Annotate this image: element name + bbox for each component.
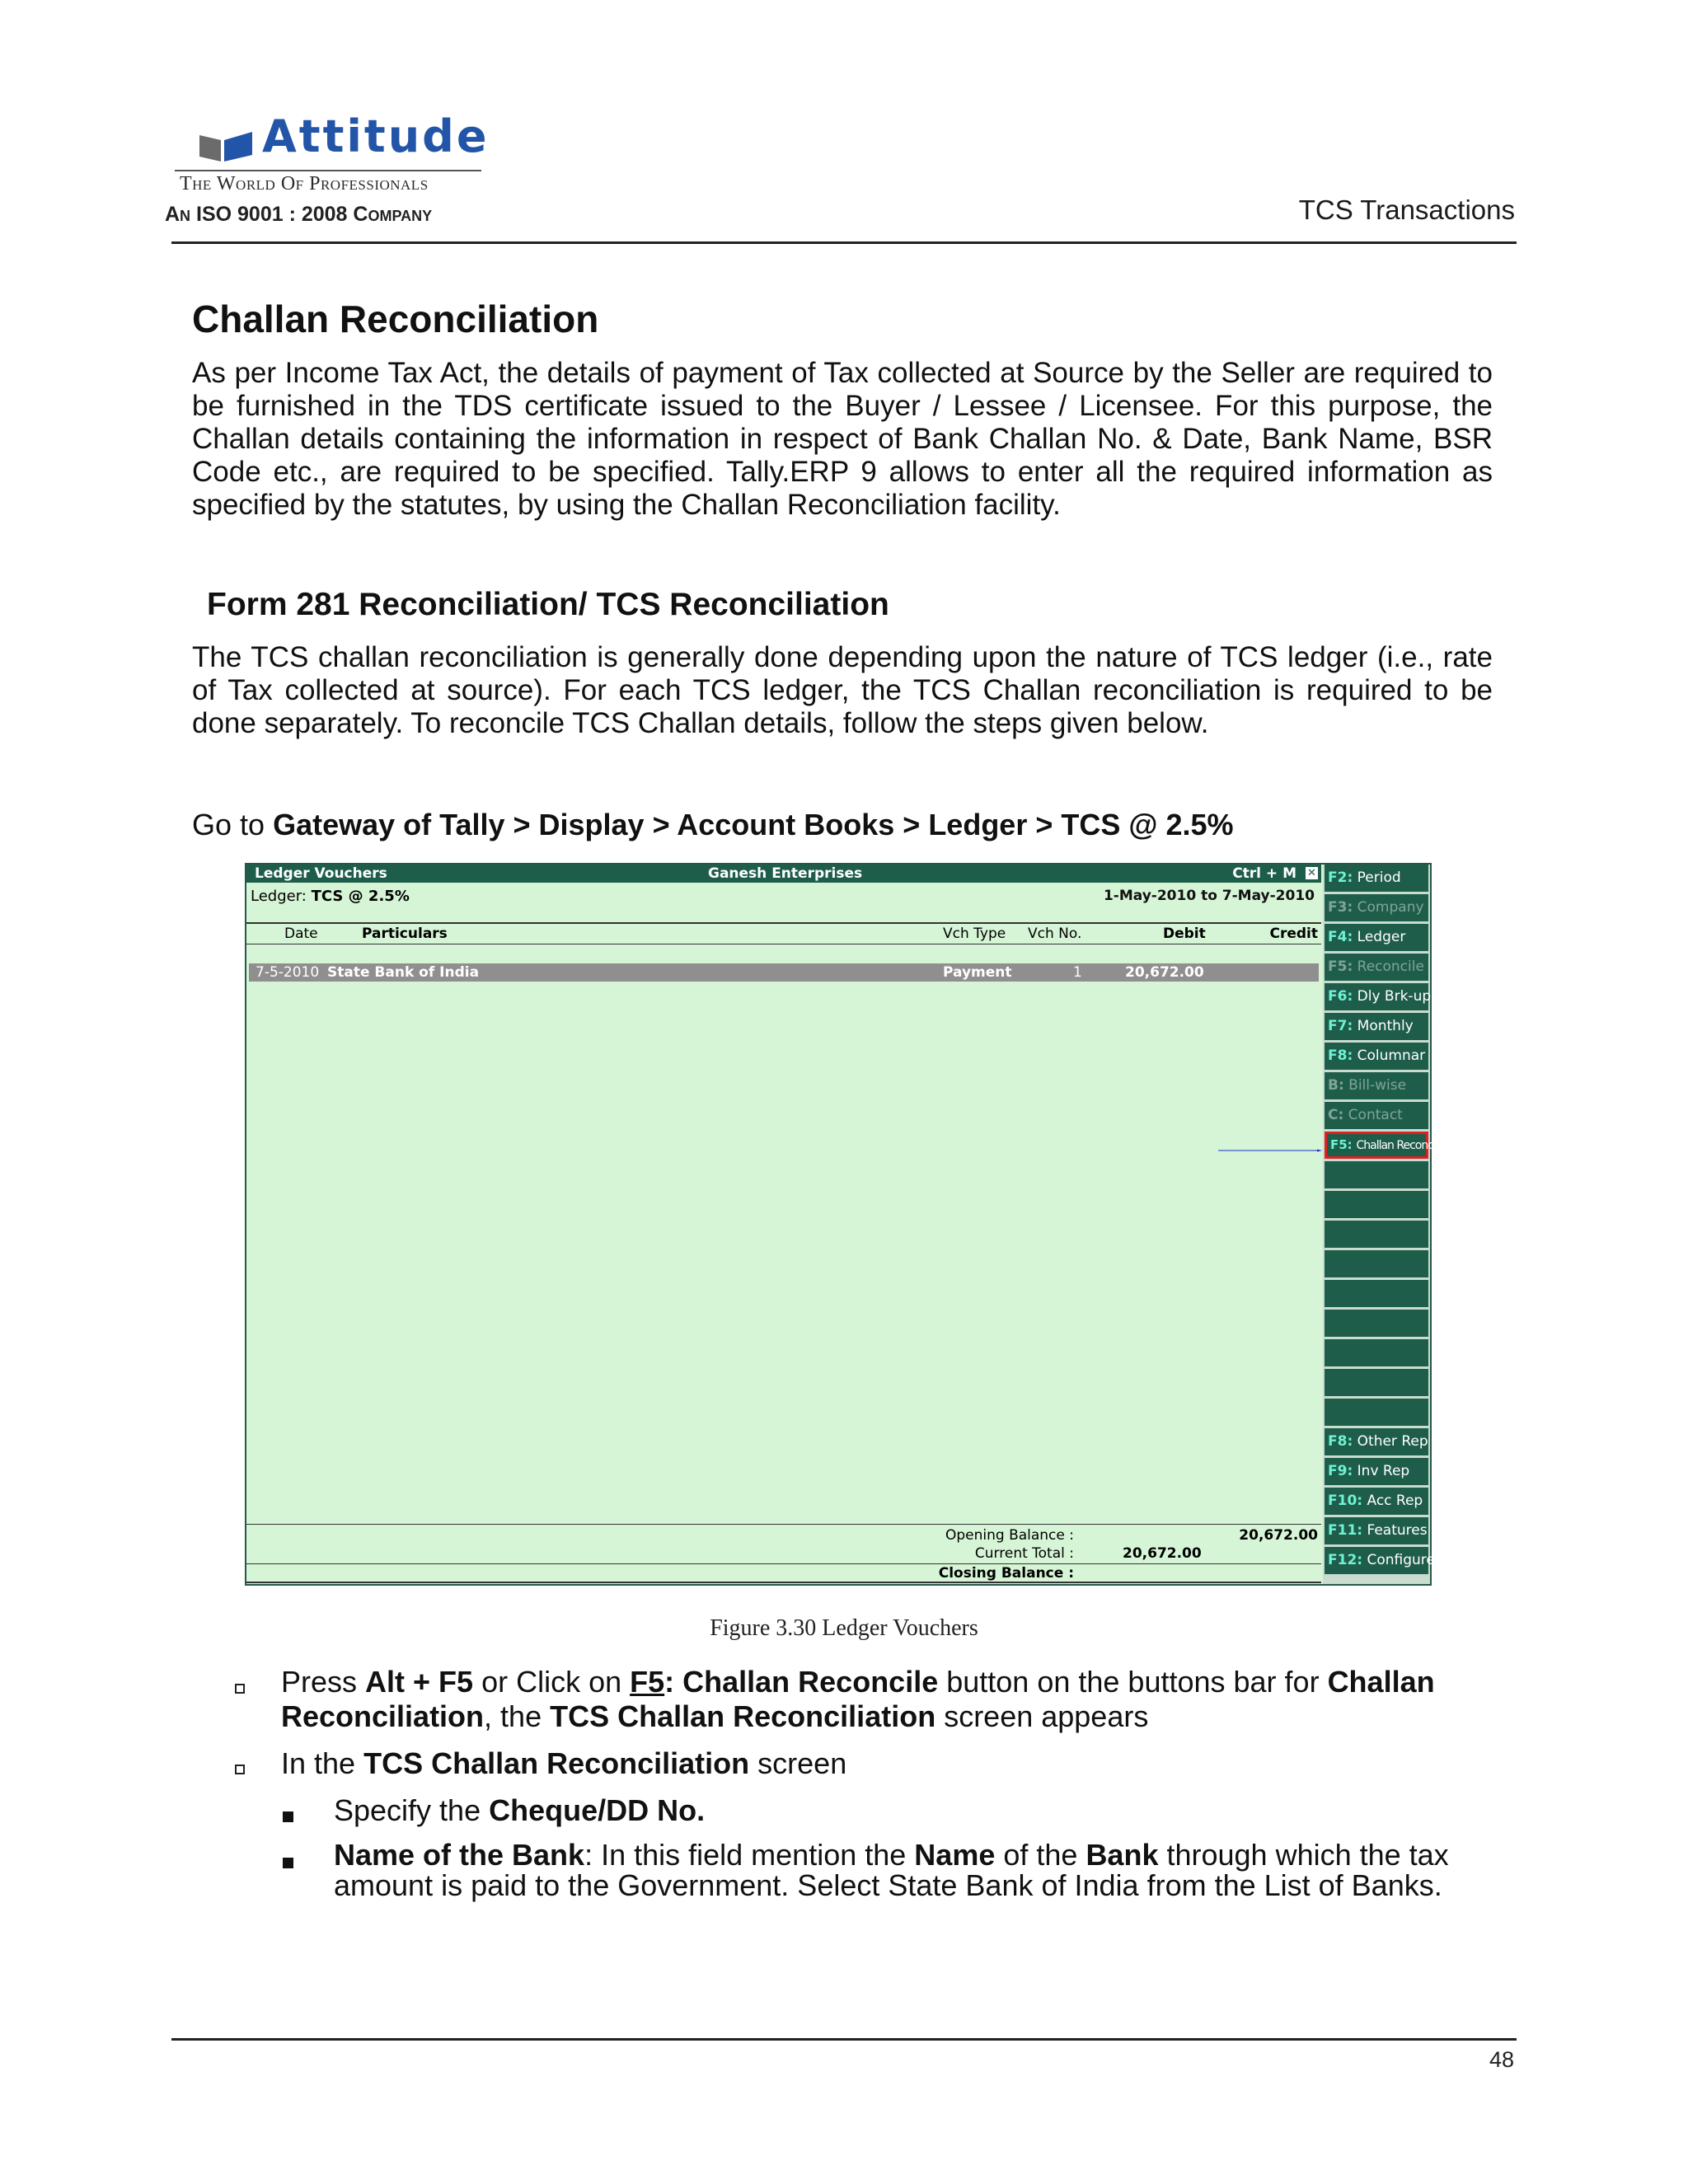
blank-button (1325, 1250, 1428, 1277)
bullet-square-icon (235, 1684, 245, 1694)
f4-ledger-button[interactable] (1325, 924, 1428, 951)
step-text: In the (281, 1746, 364, 1780)
key-label: F8: (1328, 1047, 1353, 1064)
button-label: Configure (1367, 1552, 1435, 1568)
blank-button (1325, 1310, 1428, 1337)
table-row[interactable] (249, 963, 1319, 982)
col-debit: Debit (1163, 926, 1206, 942)
blank-button (1325, 1221, 1428, 1248)
key-label: F5: (1330, 1137, 1353, 1152)
opening-balance-value: 20,672.00 (1239, 1527, 1318, 1544)
closing-rule (246, 1563, 1321, 1564)
key-label: F4: (1328, 929, 1353, 945)
figure-caption: Figure 3.30 Ledger Vouchers (710, 1615, 978, 1641)
f5-reconcile-button[interactable] (1325, 954, 1428, 981)
step-bold: Cheque/DD No. (489, 1793, 706, 1827)
screen-title: Ledger Vouchers (255, 865, 387, 882)
button-label: Reconcile (1357, 958, 1424, 975)
step-text: screen appears (935, 1699, 1149, 1733)
path-prefix: Go to (192, 808, 274, 841)
current-total-value: 20,672.00 (1123, 1545, 1202, 1562)
step-bold: Alt + F5 (365, 1665, 474, 1699)
f8-other-rep-button[interactable] (1325, 1428, 1428, 1455)
navigation-path (192, 808, 1234, 842)
key-label: F7: (1328, 1018, 1353, 1034)
footer-rule (171, 2038, 1517, 2041)
key-label: F2: (1328, 869, 1353, 886)
blank-button (1325, 1161, 1428, 1188)
callout-arrow-icon (1218, 1146, 1322, 1155)
ledger-line (251, 888, 410, 905)
key-label: F5: (1328, 958, 1353, 975)
f5-challan-reconcile-button[interactable] (1325, 1132, 1445, 1159)
tally-title-bar (246, 865, 1321, 883)
bullet-filled-icon (283, 1811, 293, 1822)
logo-iso: An ISO 9001 : 2008 Company (165, 203, 433, 226)
key-label: F9: (1328, 1463, 1353, 1479)
col-particulars: Particulars (362, 926, 448, 942)
step-cheque (334, 1793, 1496, 1828)
button-label: Inv Rep (1357, 1463, 1410, 1479)
logo-tagline: The World Of Professionals (180, 173, 429, 194)
step-bold: : Challan Reconcile (664, 1665, 939, 1699)
blank-button (1325, 1369, 1428, 1396)
button-bar (1323, 865, 1445, 1584)
col-credit: Credit (1269, 926, 1318, 942)
button-label: Features (1367, 1522, 1428, 1539)
b-bill-wise-button[interactable] (1325, 1072, 1428, 1099)
step-bold: Challan Reconciliation (281, 1665, 1435, 1733)
f8-columnar-button[interactable] (1325, 1043, 1428, 1070)
page-title: Challan Reconciliation (192, 298, 599, 340)
logo-wordmark: Attitude (262, 110, 490, 162)
key-label: F12: (1328, 1552, 1363, 1568)
step-text: or Click on (473, 1665, 631, 1699)
step-bank-name (334, 1840, 1496, 1900)
c-contact-button[interactable] (1325, 1102, 1428, 1129)
step-text: Press (281, 1665, 366, 1699)
step-text: button on the buttons bar for (938, 1665, 1328, 1699)
key-label: F6: (1328, 988, 1353, 1005)
bullet-filled-icon (283, 1858, 293, 1868)
button-label: Dly Brk-up (1357, 988, 1432, 1005)
row-particulars: State Bank of India (327, 964, 480, 981)
bottom-rule (246, 1582, 1321, 1583)
button-label: Ledger (1357, 929, 1406, 945)
button-label: Challan Reconcile (1356, 1139, 1445, 1152)
row-debit: 20,672.00 (1125, 964, 1204, 981)
step-bold: F5 (630, 1665, 665, 1699)
row-vch-no: 1 (1073, 964, 1082, 981)
logo-divider (175, 170, 481, 171)
book-logo-icon (199, 129, 257, 162)
step-bold: TCS Challan Reconciliation (363, 1746, 750, 1780)
section-title: TCS Transactions (1298, 194, 1515, 225)
step-bold: Bank (1085, 1838, 1159, 1872)
button-label: Other Rep (1357, 1433, 1428, 1450)
blank-button (1325, 1280, 1428, 1307)
column-header-rule (246, 922, 1321, 924)
step-text: of the (995, 1838, 1086, 1872)
close-icon[interactable]: ✕ (1306, 867, 1318, 879)
ledger-name: TCS @ 2.5% (311, 888, 410, 905)
subheading: Form 281 Reconciliation/ TCS Reconciliation (207, 587, 889, 622)
f9-inv-rep-button[interactable] (1325, 1458, 1428, 1485)
f10-acc-rep-button[interactable] (1325, 1488, 1428, 1515)
current-total-label: Current Total : (974, 1545, 1074, 1562)
key-label: F11: (1328, 1522, 1363, 1539)
col-vch-no: Vch No. (1028, 926, 1082, 942)
f7-monthly-button[interactable] (1325, 1013, 1428, 1040)
intro-paragraph: As per Income Tax Act, the details of payment of Tax collected at Source by the Seller are required to be furnished in the TDS certificate issued to the Buyer / Lessee / Licensee. For this purpose, the Challan details containing the information in respect of Bank Challan No. & Date, Bank Name, BSR Code etc., are required to be specified. Tally.ERP 9 allows to enter all the required information as specified by the statutes, by using the Challan Reconciliation facility. (192, 357, 1493, 521)
step-text: through which the tax amount is paid to the Government. Select State Bank of India from the List of Banks. (334, 1838, 1449, 1902)
path-bold: Gateway of Tally > Display > Account Books > Ledger > TCS @ 2.5% (273, 808, 1234, 841)
period-range: 1-May-2010 to 7-May-2010 (1103, 888, 1315, 904)
button-label: Bill-wise (1348, 1077, 1407, 1094)
col-date: Date (284, 926, 318, 942)
page-number: 48 (1489, 2047, 1514, 2072)
row-vch-type: Payment (943, 964, 1012, 981)
blank-button (1325, 1399, 1428, 1426)
step-tcs-screen (281, 1746, 1493, 1781)
key-label: B: (1328, 1077, 1344, 1094)
f3-company-button[interactable] (1325, 894, 1428, 921)
step-bold: Name of the Bank (334, 1838, 585, 1872)
step-bold: TCS Challan Reconciliation (550, 1699, 936, 1733)
company-name: Ganesh Enterprises (708, 865, 863, 882)
button-label: Contact (1348, 1107, 1403, 1123)
f6-daily-breakup-button[interactable] (1325, 983, 1432, 1010)
key-label: F3: (1328, 899, 1353, 916)
step-alt-f5 (281, 1665, 1493, 1734)
step-text: screen (749, 1746, 847, 1780)
button-label: Monthly (1357, 1018, 1414, 1034)
row-date: 7-5-2010 (256, 964, 320, 981)
opening-balance-label: Opening Balance : (945, 1527, 1074, 1544)
key-label: F10: (1328, 1493, 1363, 1509)
closing-balance-label: Closing Balance : (938, 1565, 1074, 1582)
f12-configure-button[interactable] (1325, 1547, 1435, 1574)
footer-rule (246, 1524, 1321, 1525)
key-label: C: (1328, 1107, 1344, 1123)
button-label: Acc Rep (1367, 1493, 1423, 1509)
button-label: Columnar (1357, 1047, 1426, 1064)
ledger-label: Ledger: (251, 888, 307, 905)
sub-paragraph: The TCS challan reconciliation is generally done depending upon the nature of TCS ledger (i.e., rate of Tax collected at source). For each TCS ledger, the TCS Challan reconciliation is required to be done separately. To reconcile TCS Challan details, follow the steps given below. (192, 641, 1493, 739)
header-rule (171, 241, 1517, 244)
shortcut-label: Ctrl + M (1232, 865, 1296, 882)
f11-features-button[interactable] (1325, 1517, 1428, 1544)
col-vch-type: Vch Type (943, 926, 1006, 942)
blank-button (1325, 1339, 1428, 1366)
button-label: Period (1357, 869, 1401, 886)
bullet-square-icon (235, 1765, 245, 1774)
step-text: , the (484, 1699, 551, 1733)
ledger-vouchers-screenshot (245, 863, 1445, 1586)
step-bold: Name (914, 1838, 996, 1872)
ledger-vouchers-panel (246, 865, 1321, 1584)
company-logo (165, 110, 511, 233)
step-text: : In this field mention the (584, 1838, 915, 1872)
blank-button (1325, 1191, 1428, 1218)
f2-period-button[interactable] (1325, 865, 1428, 892)
button-label: Company (1357, 899, 1424, 916)
key-label: F8: (1328, 1433, 1353, 1450)
step-text: Specify the (334, 1793, 490, 1827)
